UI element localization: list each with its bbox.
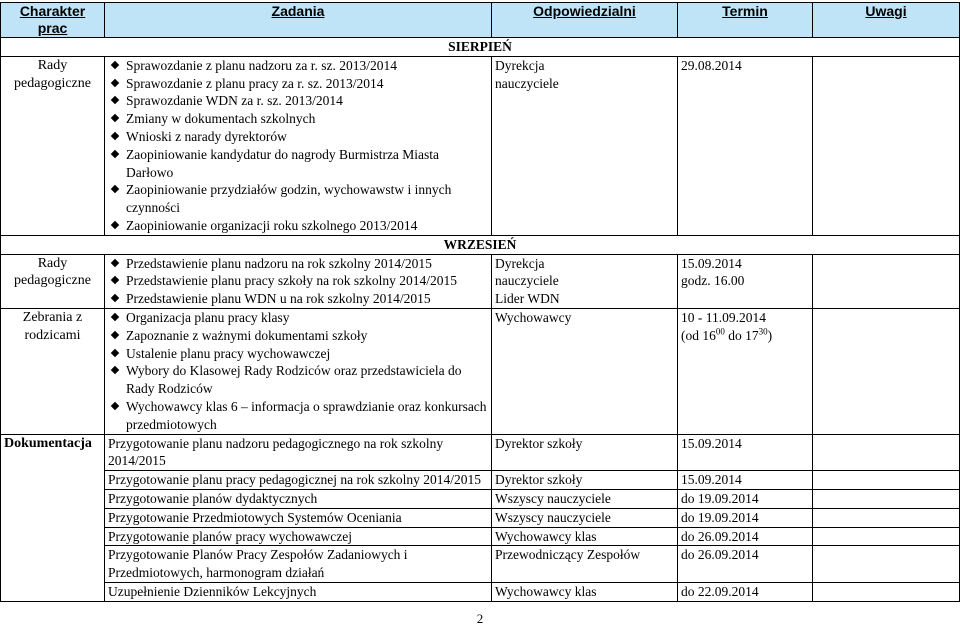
list-item: Zaopiniowanie kandydatur do nagrody Burmistrza Miasta Darłowo (108, 146, 488, 182)
list-item: Zaopiniowanie przydziałów godzin, wychowawstw i innych czynności (108, 181, 488, 217)
list-item: Sprawozdanie WDN za r. sz. 2013/2014 (108, 92, 488, 110)
task-cell: Przygotowanie planu pracy pedagogicznej na rok szkolny 2014/2015 (105, 471, 492, 490)
category-cell: Zebrania z rodzicami (1, 308, 105, 434)
list-item: Sprawozdanie z planu nadzoru za r. sz. 2013/2014 (108, 57, 488, 75)
responsible-cell: Wychowawcy (492, 308, 678, 434)
task-cell: Przygotowanie planów dydaktycznych (105, 489, 492, 508)
header-zadania: Zadania (105, 3, 492, 38)
table-row (1, 56, 960, 235)
deadline-cell: do 26.09.2014 (678, 546, 813, 583)
time-suffix: ) (767, 327, 773, 343)
responsible-cell: Wychowawcy klas (492, 527, 678, 546)
task-cell: Przygotowanie Przedmiotowych Systemów Oceniania (105, 508, 492, 527)
header-termin: Termin (678, 3, 813, 38)
list-item: Przedstawienie planu pracy szkoły na rok szkolny 2014/2015 (108, 272, 488, 290)
task-cell: Przygotowanie planu nadzoru pedagogicznego na rok szkolny 2014/2015 (105, 434, 492, 471)
deadline-time (681, 327, 809, 345)
responsible-cell: Wychowawcy klas (492, 582, 678, 601)
responsible-line: nauczyciele (495, 273, 559, 289)
schedule-table (0, 2, 960, 602)
category-cell: Rady pedagogiczne (1, 254, 105, 308)
table-row (1, 489, 960, 508)
time-to-sup: 30 (758, 326, 768, 337)
month-row-august (1, 38, 960, 57)
list-item: Ustalenie planu pracy wychowawczej (108, 345, 488, 363)
list-item: Przedstawienie planu nadzoru na rok szkolny 2014/2015 (108, 255, 488, 273)
tasks-cell (105, 308, 492, 434)
task-cell: Przygotowanie Planów Pracy Zespołów Zadaniowych i Przedmiotowych, harmonogram działań (105, 546, 492, 583)
deadline-date: 15.09.2014 (681, 255, 742, 271)
task-list (108, 57, 488, 235)
list-item: Zaopiniowanie organizacji roku szkolnego 2013/2014 (108, 217, 488, 235)
table-row (1, 546, 960, 583)
task-cell: Przygotowanie planów pracy wychowawczej (105, 527, 492, 546)
deadline-cell: 15.09.2014 (678, 471, 813, 490)
deadline-cell: do 22.09.2014 (678, 582, 813, 601)
header-uwagi: Uwagi (813, 3, 960, 38)
deadline-cell: 29.08.2014 (678, 56, 813, 235)
notes-cell (813, 582, 960, 601)
month-row-september (1, 235, 960, 254)
notes-cell (813, 308, 960, 434)
list-item: Wychowawcy klas 6 – informacja o sprawdzianie oraz konkursach przedmiotowych (108, 398, 488, 434)
responsible-cell: Dyrektor szkoły (492, 434, 678, 471)
table-row (1, 508, 960, 527)
task-cell: Uzupełnienie Dzienników Lekcyjnych (105, 582, 492, 601)
responsible-line: Lider WDN (495, 291, 560, 307)
task-list (108, 309, 488, 434)
notes-cell (813, 489, 960, 508)
table-row (1, 254, 960, 308)
notes-cell (813, 254, 960, 308)
notes-cell (813, 508, 960, 527)
table-row (1, 308, 960, 434)
responsible-cell (492, 254, 678, 308)
table-row (1, 434, 960, 471)
responsible-cell: Wszyscy nauczyciele (492, 489, 678, 508)
page-number: 2 (476, 611, 484, 626)
deadline-cell: do 26.09.2014 (678, 527, 813, 546)
time-from-sup: 00 (715, 326, 725, 337)
notes-cell (813, 527, 960, 546)
deadline-time: godz. 16.00 (681, 273, 745, 289)
header-row (1, 3, 960, 38)
responsible-line: Dyrekcja (495, 57, 545, 73)
task-list (108, 255, 488, 308)
responsible-cell: Przewodniczący Zespołów (492, 546, 678, 583)
list-item: Sprawozdanie z planu pracy za r. sz. 2013/2014 (108, 75, 488, 93)
header-charakter: Charakter prac (1, 3, 105, 38)
deadline-cell (678, 254, 813, 308)
tasks-cell (105, 56, 492, 235)
deadline-cell: do 19.09.2014 (678, 489, 813, 508)
responsible-line: Dyrekcja (495, 255, 545, 271)
responsible-cell: Dyrektor szkoły (492, 471, 678, 490)
table-row (1, 527, 960, 546)
list-item: Wnioski z narady dyrektorów (108, 128, 488, 146)
month-label: SIERPIEŃ (1, 38, 960, 57)
month-label: WRZESIEŃ (1, 235, 960, 254)
list-item: Przedstawienie planu WDN u na rok szkolny 2014/2015 (108, 290, 488, 308)
category-cell: Dokumentacja (1, 434, 105, 601)
table-row (1, 471, 960, 490)
deadline-cell: do 19.09.2014 (678, 508, 813, 527)
responsible-cell: Wszyscy nauczyciele (492, 508, 678, 527)
responsible-line: nauczyciele (495, 75, 559, 91)
responsible-cell (492, 56, 678, 235)
tasks-cell (105, 254, 492, 308)
notes-cell (813, 434, 960, 471)
notes-cell (813, 471, 960, 490)
time-mid: do 17 (724, 327, 759, 343)
table-row (1, 582, 960, 601)
header-odpowiedzialni: Odpowiedzialni (492, 3, 678, 38)
list-item: Zapoznanie z ważnymi dokumentami szkoły (108, 327, 488, 345)
deadline-date: 10 - 11.09.2014 (681, 309, 766, 325)
time-prefix: (od 16 (681, 327, 716, 343)
deadline-cell: 15.09.2014 (678, 434, 813, 471)
category-cell: Rady pedagogiczne (1, 56, 105, 235)
notes-cell (813, 56, 960, 235)
list-item: Wybory do Klasowej Rady Rodziców oraz przedstawiciela do Rady Rodziców (108, 362, 488, 398)
deadline-cell (678, 308, 813, 434)
notes-cell (813, 546, 960, 583)
list-item: Organizacja planu pracy klasy (108, 309, 488, 327)
list-item: Zmiany w dokumentach szkolnych (108, 110, 488, 128)
